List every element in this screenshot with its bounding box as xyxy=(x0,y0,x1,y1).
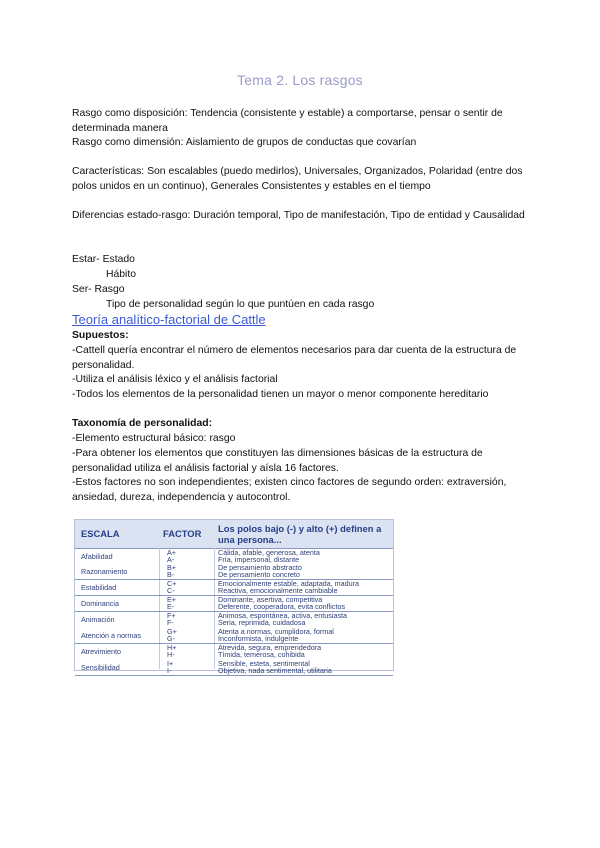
pole-high-description: Atrevida, segura, emprendedora xyxy=(218,643,322,652)
table-row xyxy=(75,564,393,580)
pole-low-description: Seria, reprimida, cuidadosa xyxy=(218,618,306,627)
scale-name: Afabilidad xyxy=(81,552,113,561)
page-title: Tema 2. Los rasgos xyxy=(237,72,363,88)
factor-high: G+ xyxy=(167,627,177,636)
factor-low: I- xyxy=(167,666,172,675)
factor-high: H+ xyxy=(167,643,177,652)
scale-name: Razonamiento xyxy=(81,567,128,576)
factor-high: A+ xyxy=(167,548,176,557)
scale-name: Sensibilidad xyxy=(81,663,120,672)
paragraph-diferencias: Diferencias estado-rasgo: Duración temporal, Tipo de manifestación, Tipo de entidad y Causalidad xyxy=(72,210,525,221)
scale-name: Estabilidad xyxy=(81,583,117,592)
table-row xyxy=(75,549,393,564)
paragraph-rasgo-disposicion: Rasgo como disposición: Tendencia (consistente y estable) a comportarse, pensar o sentir de determinada manera xyxy=(72,108,503,134)
pole-high-description: Atenta a normas, cumplidora, formal xyxy=(218,627,334,636)
header-escala: ESCALA xyxy=(81,528,120,539)
paragraph-rasgo-dimension: Rasgo como dimensión: Aislamiento de grupos de conductas que covarían xyxy=(72,137,417,148)
section-heading-link[interactable]: Teoría analítico-factorial de Cattle xyxy=(72,312,266,327)
table-row xyxy=(75,596,393,612)
taxonomia-item: -Para obtener los elementos que constituyen las dimensiones básicas de la estructura de personalidad utiliza el análisis factorial y aísla 16 factores. xyxy=(72,448,483,474)
factor-high: B+ xyxy=(167,563,176,572)
factor-high: F+ xyxy=(167,611,176,620)
factor-high: E+ xyxy=(167,595,176,604)
table-header xyxy=(75,520,393,549)
pole-low-description: Objetiva, nada sentimental, utilitaria xyxy=(218,666,332,675)
factor-high: I+ xyxy=(167,659,174,668)
factor-low: H- xyxy=(167,650,175,659)
pole-high-description: Dominante, asertiva, competitiva xyxy=(218,595,323,604)
paragraph-caracteristicas: Características: Son escalables (puedo medirlos), Universales, Organizados, Polaridad (entre dos polos unidos en un continuo), Generales Consistentes y estables en el tiempo xyxy=(72,166,523,192)
scale-name: Atrevimiento xyxy=(81,647,121,656)
pole-high-description: Animosa, espontánea, activa, entusiasta xyxy=(218,611,348,620)
pole-high-description: Sensible, esteta, sentimental xyxy=(218,659,310,668)
supuestos-item: -Utiliza el análisis léxico y el análisis factorial xyxy=(72,374,278,385)
supuestos-title: Supuestos: xyxy=(72,330,129,341)
taxonomia-item: -Estos factores no son independientes; existen cinco factores de segundo orden: extraversión, ansiedad, dureza, independencia y autocontrol. xyxy=(72,477,507,503)
table-row xyxy=(75,628,393,644)
factor-low: E- xyxy=(167,602,175,611)
pole-low-description: Reactiva, emocionalmente cambiable xyxy=(218,586,338,595)
scale-name: Animación xyxy=(81,615,115,624)
factor-low: G- xyxy=(167,634,175,643)
taxonomia-item: -Elemento estructural básico: rasgo xyxy=(72,433,236,444)
pole-low-description: Tímida, temerosa, cohibida xyxy=(218,650,305,659)
habito: Hábito xyxy=(106,269,137,280)
pole-low-description: Inconformista, indulgente xyxy=(218,634,299,643)
table-row xyxy=(75,612,393,627)
factor-low: B- xyxy=(167,570,175,579)
table-row xyxy=(75,644,393,659)
table-row xyxy=(75,580,393,596)
pole-high-description: Emocionalmente estable, adaptada, madura xyxy=(218,579,360,588)
header-factor: FACTOR xyxy=(163,528,202,539)
tipo-personalidad: Tipo de personalidad según lo que puntúen en cada rasgo xyxy=(106,299,375,310)
estar-estado: Estar- Estado xyxy=(72,254,135,265)
supuestos-item: -Cattell quería encontrar el número de elementos necesarios para dar cuenta de la estructura de personalidad. xyxy=(72,345,517,371)
taxonomia-title: Taxonomía de personalidad: xyxy=(72,418,213,429)
factor-low: F- xyxy=(167,618,174,627)
scale-name: Dominancia xyxy=(81,599,119,608)
pole-low-description: Fría, impersonal, distante xyxy=(218,555,300,564)
pole-low-description: Deferente, cooperadora, evita conflictos xyxy=(218,602,346,611)
factor-low: C- xyxy=(167,586,175,595)
supuestos-item: -Todos los elementos de la personalidad tienen un mayor o menor componente hereditario xyxy=(72,389,489,400)
scale-name: Atención a normas xyxy=(81,631,141,640)
ser-rasgo: Ser- Rasgo xyxy=(72,284,125,295)
table-row xyxy=(75,660,393,676)
header-polos: Los polos bajo (-) y alto (+) definen a una persona... xyxy=(218,523,382,545)
pole-high-description: De pensamiento abstracto xyxy=(218,563,302,572)
factor-low: A- xyxy=(167,555,175,564)
pole-high-description: Cálida, afable, generosa, atenta xyxy=(218,548,320,557)
pole-low-description: De pensamiento concreto xyxy=(218,570,300,579)
factors-table xyxy=(74,519,394,675)
factor-high: C+ xyxy=(167,579,177,588)
